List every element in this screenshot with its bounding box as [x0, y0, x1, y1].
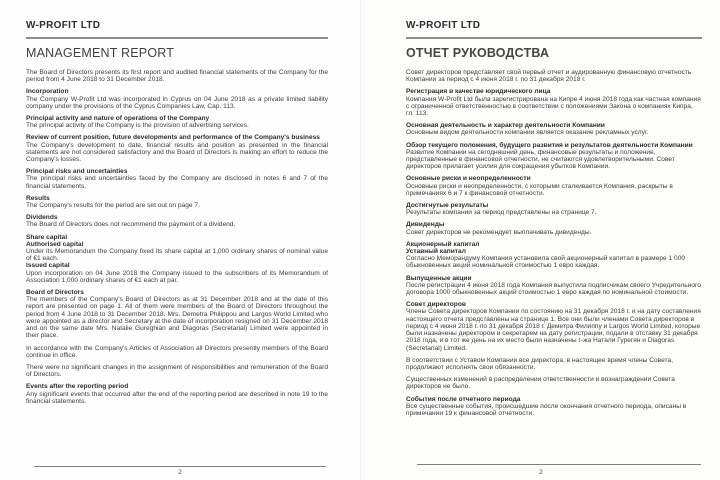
section-heading: Board of Directors	[26, 289, 84, 297]
section-body: Upon incorporation on 04 June 2018 the Company issued to the subscribers of its Memorandum of Association 1,000 ordinary shares of €1 each at par.	[26, 269, 328, 284]
section-body: In accordance with the Company's Articles of Association all Directors presently members of the Board continue in office.	[26, 344, 328, 359]
section-body: Члены Совета директоров Компании по состоянию на 31 декабря 2018 г. и на дату составления настоящего отчета представлены на странице 1. Все они были членами Совета директоров в период с 4 июня 2018 г. по 31 декабря 2018 г. Деметра Филиппу и Largos World Limited, которые были назначены директором и секретарем на дату регистрации, подали в отставку 31 декабря 2018 года, и в тот же день на их место были назначены г-жа Натали Гурегян и Diagoras (Secretarial) Limited.	[406, 308, 701, 352]
section-share-capital	[26, 234, 328, 284]
section-body: Развитие Компании на сегодняшний день, финансовые результаты и положение, представленные в финансовой отчетности, не считаются удовлетворительными. Совет директоров прилагает усилия для сокращения убытков Компании.	[406, 148, 675, 171]
section-dividends	[406, 221, 702, 235]
section-heading: Основная деятельность и характер деятельности Компании	[406, 122, 605, 130]
subsection-heading-authorised-capital: Authorised capital	[26, 240, 84, 248]
section-body: Совет директоров не рекомендует выплачивать дивиденды.	[406, 228, 592, 236]
section-principal-risks	[406, 175, 702, 197]
header-rule	[26, 37, 328, 39]
section-body: The Company W-Profit Ltd was incorporated in Cyprus on 04 June 2018 as a private limited liability company under the provisions of the Cyprus Companies Law, Cap. 113.	[26, 95, 328, 110]
section-heading: Incorporation	[26, 88, 69, 96]
section-incorporation	[26, 88, 328, 110]
section-heading: Достигнутые результаты	[406, 202, 489, 210]
section-body: The Board of Directors does not recommend the payment of a dividend.	[26, 221, 236, 229]
section-dividends	[26, 214, 328, 228]
section-heading: Основные риски и неопределенности	[406, 175, 531, 183]
section-heading: Выпущенные акции	[406, 274, 472, 282]
section-heading: Совет директоров	[406, 301, 466, 309]
page-number: 2	[539, 469, 543, 476]
section-principal-risks	[26, 168, 328, 190]
section-events-after-reporting	[26, 383, 328, 405]
section-heading: Обзор текущего положения, будущего развития и результатов деятельности Компании	[406, 141, 693, 149]
section-heading: Dividends	[26, 214, 58, 222]
section-registration	[406, 88, 702, 117]
section-principal-activity	[26, 115, 328, 129]
section-events-after-reporting	[406, 396, 702, 418]
page-title: ОТЧЕТ РУКОВОДСТВА	[406, 46, 550, 60]
section-body: Основные риски и неопределенности, с которыми сталкивается Компания, раскрыты в примечаниях 6 и 7 к финансовой отчетности.	[406, 182, 673, 197]
section-review-current-position	[26, 134, 328, 163]
section-heading: События после отчетного периода	[406, 395, 521, 403]
section-results	[26, 195, 328, 209]
section-heading: Results	[26, 194, 50, 202]
page-number: 2	[178, 469, 182, 476]
paragraph-no-significant-changes	[406, 376, 702, 390]
section-heading: Events after the reporting period	[26, 383, 129, 391]
section-body: The Company's development to date, financial results and position as presented in the financial statements are not considered satisfactory and the Board of Directors is making an effort to reduce the Company's losses.	[26, 141, 328, 164]
section-share-capital	[406, 241, 702, 270]
subsection-heading-authorised-capital: Уставный капитал	[406, 248, 466, 256]
subsection-heading-issued-capital: Issued capital	[26, 262, 70, 270]
section-body: The principal risks and uncertainties faced by the Company are disclosed in notes 6 and 7 of the financial statements.	[26, 175, 328, 190]
company-name: W-PROFIT LTD	[406, 20, 481, 31]
intro-paragraph: The Board of Directors presents its first report and audited financial statements of the Company for the period from 4 June 2018 to 31 December 2018.	[26, 69, 328, 84]
section-body: Результаты компании за период представлены на странице 7.	[406, 209, 597, 217]
section-body: После регистрации 4 июня 2018 года Компания выпустила подписчикам своего Учредительного договора 1000 обыкновенных акций стоимостью 1 евро каждая по номинальной стоимости.	[406, 281, 701, 297]
section-body: Основным видом деятельности компании является оказание рекламных услуг.	[406, 129, 649, 137]
management-report-page-ru	[360, 0, 720, 480]
section-review-current-position	[406, 142, 702, 171]
section-heading: Share capital	[26, 233, 68, 241]
section-heading: Principal activity and nature of operations of the Company	[26, 115, 210, 123]
section-body: Компания W-Profit Ltd была зарегистрирована на Кипре 4 июня 2018 года как частная компания с ограниченной ответственностью в соответствии с положениями Закона о компаниях Кипра, гл. 113.	[406, 95, 701, 118]
section-body: В соответствии с Уставом Компании все директора, в настоящее время члены Совета, продолжают исполнять свои обязанности.	[406, 356, 674, 371]
section-heading: Дивиденды	[406, 221, 445, 229]
section-body: There were no significant changes in the assignment of responsibilities and remuneration of the Board of Directors.	[26, 363, 328, 379]
section-body: Существенных изменений в распределении ответственности и вознаграждении Совета директоров не было.	[406, 376, 675, 391]
section-heading: Регистрация в качестве юридического лица	[406, 88, 551, 96]
paragraph-no-significant-changes	[26, 364, 328, 378]
section-results	[406, 202, 702, 216]
section-body: Under its Memorandum the Company fixed its share capital at 1,000 ordinary shares of nominal value of €1 each.	[26, 248, 328, 263]
section-body: Все существенные события, происшедшие после окончания отчетного периода, описаны в примечании 19 к финансовой отчетности.	[406, 402, 687, 417]
section-heading: Акционерный капитал	[406, 240, 480, 248]
section-principal-activity	[406, 122, 702, 136]
intro-paragraph: Совет директоров представляет свой первый отчет и аудированную финансовую отчетность Компании за период с 4 июня 2018 г. по 31 декабря 2018 г.	[406, 69, 692, 84]
paragraph-articles-of-association	[26, 345, 328, 359]
section-board-of-directors	[26, 289, 328, 339]
page-title: MANAGEMENT REPORT	[26, 46, 175, 60]
footer-rule	[34, 466, 326, 467]
header-rule	[406, 37, 702, 39]
paragraph-articles-of-association	[406, 357, 702, 371]
section-body: The members of the Company's Board of Directors as at 31 December 2018 and at the date of this report are presented on page 1. All of them were members of the Board of Directors throughout the period from 4 June 2018 to 31 December 2018. Mrs. Demetra Philippou and Largos World Limited who were appointed as a director and Secretary at the date of incorporation resigned on 31 December 2018 and on the same date Mrs. Natalie Gureghian and Diagoras (Secretarial) Limited were appointed in their place.	[26, 296, 328, 340]
section-body: The Company's results for the period are set out on page 7.	[26, 202, 200, 210]
section-body: Согласно Меморандуму Компания установила свой акционерный капитал в размере 1 000 обыкновенных акций номинальной стоимостью 1 евро каждая.	[406, 255, 686, 270]
section-body: The principal activity of the Company is the provision of advertising services.	[26, 122, 249, 130]
section-issued-shares	[406, 275, 702, 297]
section-heading: Review of current position, future developments and performance of the Company's business	[26, 134, 320, 142]
section-heading: Principal risks and uncertainties	[26, 168, 128, 176]
company-name: W-PROFIT LTD	[26, 20, 101, 31]
footer-rule	[417, 464, 701, 465]
section-body: Any significant events that occurred after the end of the reporting period are described in note 19 to the financial statements.	[26, 390, 328, 405]
section-board-of-directors	[406, 301, 702, 351]
